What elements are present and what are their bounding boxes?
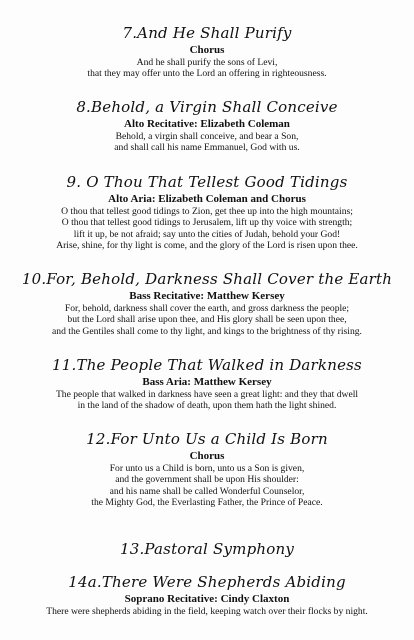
- section-title: 8.Behold, a Virgin Shall Conceive: [76, 98, 338, 116]
- lyric-line: and his name shall be called Wonderful Counselor,: [109, 485, 305, 497]
- section-performer: Chorus: [189, 450, 225, 462]
- lyric-line: O thou that tellest good tidings to Jerusalem, lift up thy voice with strength;: [61, 217, 353, 229]
- lyric-line: Arise, shine, for thy light is come, and the glory of the Lord is risen upon thee.: [56, 240, 358, 252]
- section-9: [0, 173, 414, 252]
- section-14a: [0, 573, 414, 617]
- section-performer: Alto Aria: Elizabeth Coleman and Chorus: [108, 193, 306, 205]
- section-10: [0, 270, 414, 337]
- section-title: 14a.There Were Shepherds Abiding: [68, 573, 346, 591]
- lyric-line: and shall call his name Emmanuel, God with us.: [114, 142, 300, 154]
- section-title: 11.The People That Walked in Darkness: [52, 356, 362, 374]
- section-performer: Soprano Recitative: Cindy Claxton: [124, 593, 290, 605]
- lyric-line: and the Gentiles shall come to thy light, and kings to the brightness of thy rising.: [52, 325, 362, 337]
- lyric-line: And he shall purify the sons of Levi,: [136, 57, 278, 68]
- lyric-line: in the land of the shadow of death, upon them hath the light shined.: [77, 400, 337, 412]
- lyric-line: O thou that tellest good tidings to Zion, get thee up into the high mountains;: [61, 206, 353, 217]
- lyric-line: but the Lord shall arise upon thee, and His glory shall be seen upon thee,: [67, 314, 347, 326]
- section-title: 7.And He Shall Purify: [122, 24, 292, 42]
- lyric-line: The people that walked in darkness have seen a great light: and they that dwell: [55, 389, 359, 400]
- lyric-line: For unto us a Child is born, unto us a Son is given,: [109, 463, 305, 474]
- lyric-line: For, behold, darkness shall cover the earth, and gross darkness the people;: [64, 303, 350, 314]
- section-11: [0, 356, 414, 412]
- section-12: [0, 430, 414, 509]
- section-title: 13.Pastoral Symphony: [119, 540, 295, 558]
- section-title: 9. O Thou That Tellest Good Tidings: [66, 173, 348, 191]
- section-performer: Bass Aria: Matthew Kersey: [142, 376, 272, 388]
- lyric-line: and the government shall be upon His shoulder:: [115, 474, 299, 486]
- section-7: [0, 24, 414, 80]
- section-13: [0, 540, 414, 558]
- lyric-line: lift it up, be not afraid; say unto the cities of Judah, behold your God!: [73, 228, 341, 240]
- section-performer: Alto Recitative: Elizabeth Coleman: [124, 118, 290, 130]
- section-performer: Chorus: [189, 44, 225, 56]
- section-title: 10.For, Behold, Darkness Shall Cover the Earth: [21, 270, 393, 288]
- lyric-line: that they may offer unto the Lord an offering in righteousness.: [87, 68, 327, 80]
- section-8: [0, 98, 414, 154]
- section-title: 12.For Unto Us a Child Is Born: [86, 430, 328, 448]
- lyric-line: There were shepherds abiding in the field, keeping watch over their flocks by night.: [46, 606, 368, 617]
- lyric-line: Behold, a virgin shall conceive, and bear a Son,: [115, 131, 299, 142]
- lyric-line: the Mighty God, the Everlasting Father, the Prince of Peace.: [91, 497, 323, 509]
- section-performer: Bass Recitative: Matthew Kersey: [129, 290, 285, 302]
